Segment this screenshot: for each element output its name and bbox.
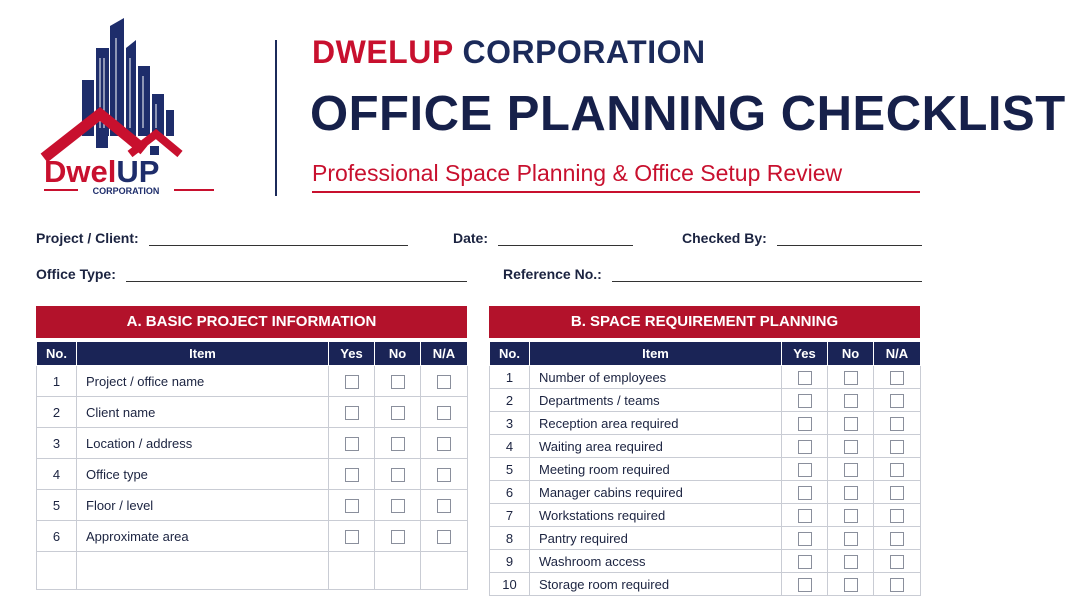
row-number: 3 (37, 428, 77, 459)
checkbox-cell-no (828, 550, 874, 573)
checkbox-no[interactable] (844, 417, 858, 431)
checkbox-no[interactable] (391, 499, 405, 513)
section-a-title: A. BASIC PROJECT INFORMATION (36, 306, 467, 338)
checkbox-cell-yes (782, 504, 828, 527)
col-header-no-answer: No (375, 342, 421, 366)
checkbox-na[interactable] (437, 530, 451, 544)
row-item-label: Reception area required (530, 412, 782, 435)
checkbox-yes[interactable] (345, 437, 359, 451)
checkbox-na[interactable] (437, 406, 451, 420)
table-row (490, 527, 921, 550)
checkbox-cell-no (828, 412, 874, 435)
col-header-item: Item (530, 342, 782, 366)
row-number: 1 (37, 366, 77, 397)
row-item-label: Number of employees (530, 366, 782, 389)
checkbox-cell-yes (329, 397, 375, 428)
logo-brand-text: DwelUP (44, 154, 160, 189)
checkbox-yes[interactable] (798, 463, 812, 477)
checkbox-cell-no (375, 459, 421, 490)
row-number: 9 (490, 550, 530, 573)
checkbox-cell-no (375, 428, 421, 459)
section-b-title: B. SPACE REQUIREMENT PLANNING (489, 306, 920, 338)
company-name-navy: CORPORATION (462, 34, 706, 70)
checkbox-yes[interactable] (345, 468, 359, 482)
checkbox-na[interactable] (890, 463, 904, 477)
checkbox-no[interactable] (844, 371, 858, 385)
row-number: 2 (490, 389, 530, 412)
checkbox-cell-yes (782, 412, 828, 435)
row-number: 6 (37, 521, 77, 552)
checkbox-cell-na (421, 366, 468, 397)
checkbox-cell-yes (782, 550, 828, 573)
table-row (490, 573, 921, 596)
row-number: 6 (490, 481, 530, 504)
logo-sub-text: CORPORATION (92, 186, 160, 196)
row-item-label: Project / office name (77, 366, 329, 397)
checkbox-no[interactable] (391, 468, 405, 482)
checkbox-cell-yes (782, 389, 828, 412)
checkbox-yes[interactable] (798, 371, 812, 385)
row-item-label: Waiting area required (530, 435, 782, 458)
col-header-no: No. (490, 342, 530, 366)
office-type-field[interactable] (36, 266, 467, 282)
checkbox-cell-na (874, 435, 921, 458)
project-client-line[interactable] (149, 232, 408, 246)
checkbox-cell-na (874, 504, 921, 527)
table-row (490, 412, 921, 435)
table-row (490, 389, 921, 412)
checkbox-cell-yes (329, 490, 375, 521)
checkbox-cell-yes (782, 366, 828, 389)
checkbox-cell-no (828, 504, 874, 527)
date-label: Date: (453, 230, 489, 246)
table-row (37, 428, 468, 459)
checkbox-yes[interactable] (345, 406, 359, 420)
col-header-na: N/A (874, 342, 921, 366)
header-divider (275, 40, 277, 196)
table-row (490, 481, 921, 504)
col-header-item: Item (77, 342, 329, 366)
dwelup-logo (38, 18, 220, 200)
checkbox-no[interactable] (391, 530, 405, 544)
checkbox-yes[interactable] (798, 394, 812, 408)
row-number: 1 (490, 366, 530, 389)
checkbox-cell-no (828, 481, 874, 504)
checkbox-no[interactable] (844, 394, 858, 408)
table-row (490, 550, 921, 573)
table-row (37, 366, 468, 397)
col-header-no-answer: No (828, 342, 874, 366)
checkbox-cell-no (828, 573, 874, 596)
checkbox-cell-yes (329, 366, 375, 397)
checkbox-cell-na (421, 397, 468, 428)
checked-by-label: Checked By: (682, 230, 767, 246)
checkbox-cell-na (874, 481, 921, 504)
table-row (490, 366, 921, 389)
blank-cell (329, 552, 375, 590)
office-type-label: Office Type: (36, 266, 116, 282)
checkbox-no[interactable] (844, 486, 858, 500)
col-header-yes: Yes (782, 342, 828, 366)
checkbox-cell-no (828, 435, 874, 458)
checkbox-cell-na (874, 458, 921, 481)
checkbox-na[interactable] (890, 532, 904, 546)
checkbox-cell-yes (329, 459, 375, 490)
table-row (37, 490, 468, 521)
checkbox-cell-na (421, 428, 468, 459)
company-name (312, 34, 706, 71)
row-item-label: Storage room required (530, 573, 782, 596)
checkbox-cell-na (421, 490, 468, 521)
checkbox-cell-na (421, 521, 468, 552)
row-number: 10 (490, 573, 530, 596)
table-row (490, 435, 921, 458)
checkbox-cell-na (874, 389, 921, 412)
company-name-red: DWELUP (312, 34, 454, 70)
checkbox-na[interactable] (437, 375, 451, 389)
checkbox-na[interactable] (437, 437, 451, 451)
date-field[interactable] (453, 230, 633, 246)
col-header-yes: Yes (329, 342, 375, 366)
row-item-label: Office type (77, 459, 329, 490)
checkbox-cell-na (421, 459, 468, 490)
row-item-label: Client name (77, 397, 329, 428)
row-item-label: Washroom access (530, 550, 782, 573)
checkbox-cell-yes (782, 573, 828, 596)
checkbox-no[interactable] (391, 437, 405, 451)
row-number: 8 (490, 527, 530, 550)
table-row (37, 459, 468, 490)
blank-cell (421, 552, 468, 590)
checkbox-na[interactable] (890, 555, 904, 569)
checkbox-yes[interactable] (345, 375, 359, 389)
checkbox-cell-yes (782, 527, 828, 550)
row-number: 4 (37, 459, 77, 490)
reference-no-label: Reference No.: (503, 266, 602, 282)
checkbox-no[interactable] (844, 463, 858, 477)
checkbox-cell-no (828, 389, 874, 412)
checkbox-cell-no (375, 397, 421, 428)
checkbox-cell-na (874, 527, 921, 550)
col-header-no: No. (37, 342, 77, 366)
checked-by-line[interactable] (777, 232, 922, 246)
checkbox-cell-yes (782, 481, 828, 504)
row-item-label: Location / address (77, 428, 329, 459)
checkbox-yes[interactable] (345, 499, 359, 513)
checkbox-no[interactable] (391, 375, 405, 389)
checkbox-no[interactable] (844, 578, 858, 592)
checkbox-yes[interactable] (345, 530, 359, 544)
checkbox-na[interactable] (890, 509, 904, 523)
date-line[interactable] (498, 232, 633, 246)
checkbox-cell-no (375, 490, 421, 521)
checkbox-cell-yes (329, 428, 375, 459)
checkbox-cell-no (828, 366, 874, 389)
subtitle-rule (312, 191, 920, 193)
checkbox-cell-na (874, 366, 921, 389)
row-number: 4 (490, 435, 530, 458)
checkbox-yes[interactable] (798, 509, 812, 523)
checkbox-cell-no (828, 527, 874, 550)
row-item-label: Floor / level (77, 490, 329, 521)
row-item-label: Meeting room required (530, 458, 782, 481)
reference-no-field[interactable] (503, 266, 922, 282)
checkbox-yes[interactable] (798, 417, 812, 431)
table-row-blank (37, 552, 468, 590)
checkbox-cell-no (375, 366, 421, 397)
project-client-label: Project / Client: (36, 230, 139, 246)
section-basic-project-information (36, 306, 467, 590)
row-number: 7 (490, 504, 530, 527)
blank-cell (77, 552, 329, 590)
checkbox-cell-yes (782, 458, 828, 481)
table-row (490, 504, 921, 527)
checkbox-no[interactable] (844, 440, 858, 454)
checkbox-na[interactable] (437, 499, 451, 513)
checkbox-no[interactable] (844, 555, 858, 569)
checkbox-na[interactable] (890, 486, 904, 500)
checkbox-yes[interactable] (798, 486, 812, 500)
checkbox-cell-yes (782, 435, 828, 458)
col-header-na: N/A (421, 342, 468, 366)
row-number: 2 (37, 397, 77, 428)
checkbox-cell-no (828, 458, 874, 481)
row-number: 3 (490, 412, 530, 435)
checkbox-na[interactable] (890, 371, 904, 385)
checkbox-no[interactable] (844, 532, 858, 546)
row-item-label: Departments / teams (530, 389, 782, 412)
document-subtitle: Professional Space Planning & Office Setup Review (312, 160, 843, 186)
section-a-table (36, 341, 468, 590)
checkbox-yes[interactable] (798, 555, 812, 569)
checkbox-na[interactable] (890, 440, 904, 454)
checkbox-na[interactable] (437, 468, 451, 482)
blank-cell (37, 552, 77, 590)
checked-by-field[interactable] (682, 230, 922, 246)
checkbox-no[interactable] (844, 509, 858, 523)
row-item-label: Approximate area (77, 521, 329, 552)
row-item-label: Workstations required (530, 504, 782, 527)
checkbox-cell-na (874, 573, 921, 596)
blank-cell (375, 552, 421, 590)
checkbox-na[interactable] (890, 394, 904, 408)
checkbox-cell-yes (329, 521, 375, 552)
document-title: OFFICE PLANNING CHECKLIST (310, 87, 1066, 141)
row-number: 5 (37, 490, 77, 521)
row-number: 5 (490, 458, 530, 481)
checkbox-cell-no (375, 521, 421, 552)
table-row (490, 458, 921, 481)
reference-no-line[interactable] (612, 268, 922, 282)
table-row (37, 397, 468, 428)
row-item-label: Pantry required (530, 527, 782, 550)
section-space-requirement-planning (489, 306, 920, 596)
checkbox-no[interactable] (391, 406, 405, 420)
checkbox-yes[interactable] (798, 578, 812, 592)
row-item-label: Manager cabins required (530, 481, 782, 504)
section-b-table (489, 341, 921, 596)
checkbox-na[interactable] (890, 417, 904, 431)
checkbox-yes[interactable] (798, 440, 812, 454)
table-row (37, 521, 468, 552)
project-client-field[interactable] (36, 230, 408, 246)
checkbox-yes[interactable] (798, 532, 812, 546)
office-type-line[interactable] (126, 268, 467, 282)
checkbox-cell-na (874, 412, 921, 435)
checkbox-na[interactable] (890, 578, 904, 592)
checkbox-cell-na (874, 550, 921, 573)
